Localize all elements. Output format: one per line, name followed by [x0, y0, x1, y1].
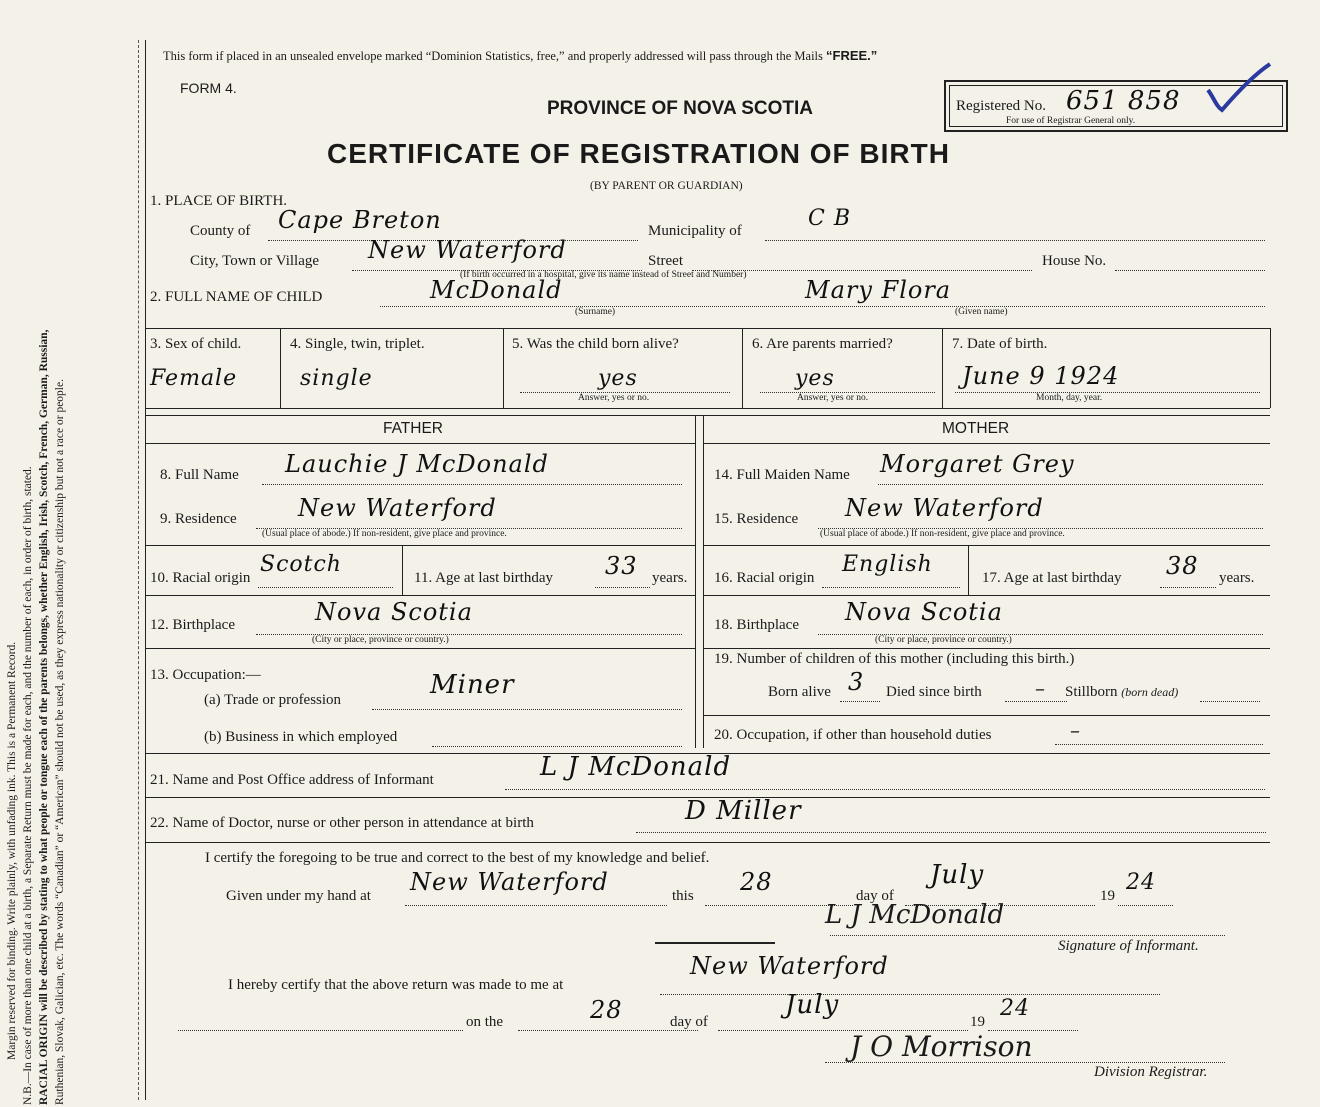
mother-name-value: Morgaret Grey — [880, 450, 1075, 478]
married-caption: Answer, yes or no. — [797, 393, 869, 403]
given-label: Given under my hand at — [226, 888, 371, 904]
father-race-label: 10. Racial origin — [150, 570, 251, 586]
trade-line — [372, 709, 682, 710]
rule-col-2 — [503, 328, 504, 408]
married-label: 6. Are parents married? — [752, 336, 893, 352]
father-residence-caption: (Usual place of abode.) If non-resident, give place and province. — [262, 529, 507, 539]
plurality-label: 4. Single, twin, triplet. — [290, 336, 425, 352]
on-the-label: on the — [466, 1014, 504, 1030]
registrar-statement: I hereby certify that the above return was made to me at — [228, 977, 564, 993]
doctor-label: 22. Name of Doctor, nurse or other person in attendance at birth — [150, 815, 534, 831]
rule-mother-head — [703, 443, 1270, 444]
given-place-line — [405, 905, 667, 906]
father-birthplace-caption: (City or place, province or country.) — [312, 635, 449, 645]
dob-caption: Month, day, year. — [1036, 393, 1103, 403]
died-value: – — [1035, 676, 1046, 700]
province-heading: PROVINCE OF NOVA SCOTIA — [547, 98, 814, 119]
mother-age-line — [1160, 587, 1216, 588]
reg-year-value: 24 — [1000, 996, 1030, 1021]
mother-birthplace-caption: (City or place, province or country.) — [875, 635, 1012, 645]
margin-line-4: Ruthenian, Slovak, Galician, etc. The words “Canadian” or “American” should not be used, as they express nationality or citizenship but not a race or people. — [54, 379, 66, 1105]
rule-parents-mid-2 — [703, 415, 704, 748]
informant-signature: L J McDonald — [825, 900, 1005, 930]
dob-label: 7. Date of birth. — [952, 336, 1048, 352]
child-surname-value: McDonald — [430, 276, 563, 304]
surname-caption: (Surname) — [575, 307, 616, 317]
mother-heading: MOTHER — [942, 420, 1010, 437]
mother-occupation-value: – — [1070, 718, 1081, 742]
county-value: Cape Breton — [278, 206, 442, 234]
stillborn-label — [1065, 684, 1178, 701]
rule-parents-mid-1 — [695, 415, 696, 748]
year-line — [1118, 905, 1173, 906]
mother-name-line — [878, 484, 1263, 485]
rule-mother-r5 — [703, 715, 1270, 716]
stillborn-text: Stillborn — [1065, 684, 1118, 700]
dob-line — [955, 392, 1260, 393]
city-label: City, Town or Village — [190, 253, 320, 269]
municipality-line — [765, 240, 1265, 241]
born-alive-line — [840, 701, 880, 702]
registrar-caption: Division Registrar. — [1094, 1064, 1208, 1080]
registrar-signature-line — [825, 1062, 1225, 1063]
trade-label: (a) Trade or profession — [204, 692, 342, 708]
mother-occupation-label: 20. Occupation, if other than household duties — [714, 727, 992, 743]
reg-day-of-label: day of — [670, 1014, 708, 1030]
child-given-value: Mary Flora — [805, 276, 952, 304]
mother-birthplace-value: Nova Scotia — [845, 598, 1003, 626]
rule-mother-r2 — [703, 545, 1270, 546]
informant-line — [505, 789, 1265, 790]
separator-rule — [655, 942, 775, 944]
mother-residence-caption: (Usual place of abode.) If non-resident, give place and province. — [820, 529, 1065, 539]
father-name-line — [262, 484, 682, 485]
rule-mother-r4 — [703, 648, 1270, 649]
certify-statement: I certify the foregoing to be true and correct to the best of my knowledge and belief. — [205, 850, 710, 866]
born-alive-value: 3 — [848, 668, 865, 696]
father-race-value: Scotch — [260, 552, 342, 577]
mother-race-label: 16. Racial origin — [714, 570, 815, 586]
children-count-label: 19. Number of children of this mother (including this birth.) — [714, 651, 1075, 667]
stillborn-line — [1200, 701, 1260, 702]
mother-age-unit: years. — [1219, 570, 1255, 586]
day-of-label: day of — [856, 888, 894, 904]
trade-value: Miner — [430, 670, 515, 700]
father-age-line — [595, 587, 650, 588]
rule-mother-r3 — [703, 595, 1270, 596]
reg-month-value: July — [785, 990, 840, 1020]
house-label: House No. — [1042, 253, 1107, 269]
father-birthplace-value: Nova Scotia — [315, 598, 473, 626]
form-number: FORM 4. — [180, 80, 237, 96]
alive-label: 5. Was the child born alive? — [512, 336, 679, 352]
doctor-line — [636, 832, 1266, 833]
rule-father-r3 — [145, 595, 695, 596]
sex-label: 3. Sex of child. — [150, 336, 242, 352]
informant-value: L J McDonald — [540, 752, 732, 782]
mother-residence-label: 15. Residence — [714, 511, 799, 527]
reg-year-prefix: 19 — [970, 1014, 985, 1030]
mother-residence-value: New Waterford — [845, 494, 1044, 522]
father-race-line — [258, 587, 393, 588]
city-value: New Waterford — [368, 236, 567, 264]
child-name-label: 2. FULL NAME OF CHILD — [150, 289, 323, 305]
municipality-label: Municipality of — [648, 223, 742, 239]
father-residence-label: 9. Residence — [160, 511, 237, 527]
margin-line-3: RACIAL ORIGIN will be described by stating to what people or tongue each of the parents belongs, whether English, Irish, Scotch, French, German, Russian, — [38, 329, 50, 1105]
sex-value: Female — [150, 366, 238, 391]
married-value: yes — [795, 366, 835, 391]
informant-signature-line — [830, 935, 1225, 936]
mother-name-label: 14. Full Maiden Name — [714, 467, 850, 483]
mother-age-label: 17. Age at last birthday — [982, 570, 1122, 586]
certificate-title: CERTIFICATE OF REGISTRATION OF BIRTH — [327, 138, 950, 169]
reg-day-value: 28 — [590, 996, 623, 1024]
margin-instructions — [4, 45, 68, 1105]
registrar-lead-line — [178, 1030, 463, 1031]
margin-line-2: N.B.—In case of more than one child at a birth, a Separate Return must be made for each, and the number of each, in order of birth, stated. — [22, 466, 34, 1105]
rule-col-3 — [742, 328, 743, 408]
mother-race-line — [822, 587, 960, 588]
registrar-signature: J O Morrison — [850, 1030, 1033, 1063]
father-age-value: 33 — [605, 552, 638, 580]
registrar-place-value: New Waterford — [690, 952, 889, 980]
year-value: 24 — [1126, 870, 1156, 895]
rule-col-5 — [1270, 328, 1271, 408]
died-line — [1005, 701, 1067, 702]
mother-race-value: English — [842, 552, 933, 577]
margin-line-1: Margin reserved for binding. Write plainly, with unfading ink. This is a Permanent Record. — [6, 641, 18, 1060]
father-name-value: Lauchie J McDonald — [285, 450, 549, 478]
registered-number: 651 858 — [1066, 86, 1181, 116]
rule-row-top — [145, 328, 1270, 329]
plurality-value: single — [300, 366, 373, 391]
registrar-place-line — [660, 994, 1160, 995]
mother-birthplace-label: 18. Birthplace — [714, 617, 799, 633]
business-label: (b) Business in which employed — [204, 729, 398, 745]
rule-father-r4 — [145, 648, 695, 649]
child-name-line — [380, 306, 1265, 307]
binding-line — [138, 40, 139, 1100]
mother-age-value: 38 — [1166, 552, 1199, 580]
died-label: Died since birth — [886, 684, 982, 700]
municipality-value: C B — [808, 206, 851, 231]
father-heading: FATHER — [383, 420, 443, 437]
mail-notice — [163, 48, 877, 64]
rule-father-r2 — [145, 545, 695, 546]
father-age-unit: years. — [652, 570, 688, 586]
hospital-note: (If birth occurred in a hospital, give its name instead of Street and Number) — [460, 270, 747, 280]
father-birthplace-label: 12. Birthplace — [150, 617, 235, 633]
alive-caption: Answer, yes or no. — [578, 393, 650, 403]
father-age-label: 11. Age at last birthday — [414, 570, 553, 586]
father-residence-value: New Waterford — [298, 494, 497, 522]
registered-label: Registered No. — [956, 98, 1046, 114]
registered-note: For use of Registrar General only. — [1006, 116, 1136, 126]
street-label: Street — [648, 253, 683, 269]
rule-doctor — [145, 842, 1270, 843]
rule-col-4 — [942, 328, 943, 408]
day-value: 28 — [740, 868, 773, 896]
house-line — [1115, 270, 1265, 271]
business-line — [432, 746, 682, 747]
rule-row-bottom — [145, 408, 1270, 409]
county-label: County of — [190, 223, 251, 239]
father-occupation-label: 13. Occupation:— — [150, 667, 261, 683]
informant-label: 21. Name and Post Office address of Informant — [150, 772, 434, 788]
mother-occupation-line — [1055, 744, 1263, 745]
mail-notice-text: This form if placed in an unsealed envelope marked “Dominion Statistics, free,” and properly addressed will pass through the Mails — [163, 49, 823, 63]
month-value: July — [930, 860, 985, 890]
rule-col-1 — [280, 328, 281, 408]
stillborn-note: (born dead) — [1121, 685, 1179, 699]
this-label: this — [672, 888, 694, 904]
alive-value: yes — [598, 366, 638, 391]
father-name-label: 8. Full Name — [160, 467, 239, 483]
dob-value: June 9 1924 — [962, 362, 1120, 390]
informant-signature-caption: Signature of Informant. — [1058, 938, 1199, 954]
binding-line-2 — [145, 40, 146, 1100]
check-mark-icon — [1200, 60, 1280, 120]
rule-father-race-age — [402, 545, 403, 595]
given-caption: (Given name) — [955, 307, 1008, 317]
doctor-value: D Miller — [685, 796, 802, 826]
rule-mother-race-age — [968, 545, 969, 595]
born-alive-label: Born alive — [768, 684, 831, 700]
year-prefix: 19 — [1100, 888, 1115, 904]
place-of-birth-label: 1. PLACE OF BIRTH. — [150, 193, 288, 209]
certificate-subtitle: (BY PARENT OR GUARDIAN) — [590, 180, 743, 192]
given-place-value: New Waterford — [410, 868, 609, 896]
rule-father-head — [145, 443, 695, 444]
rule-parents-top — [145, 415, 1270, 416]
mail-free: “FREE.” — [826, 48, 878, 63]
